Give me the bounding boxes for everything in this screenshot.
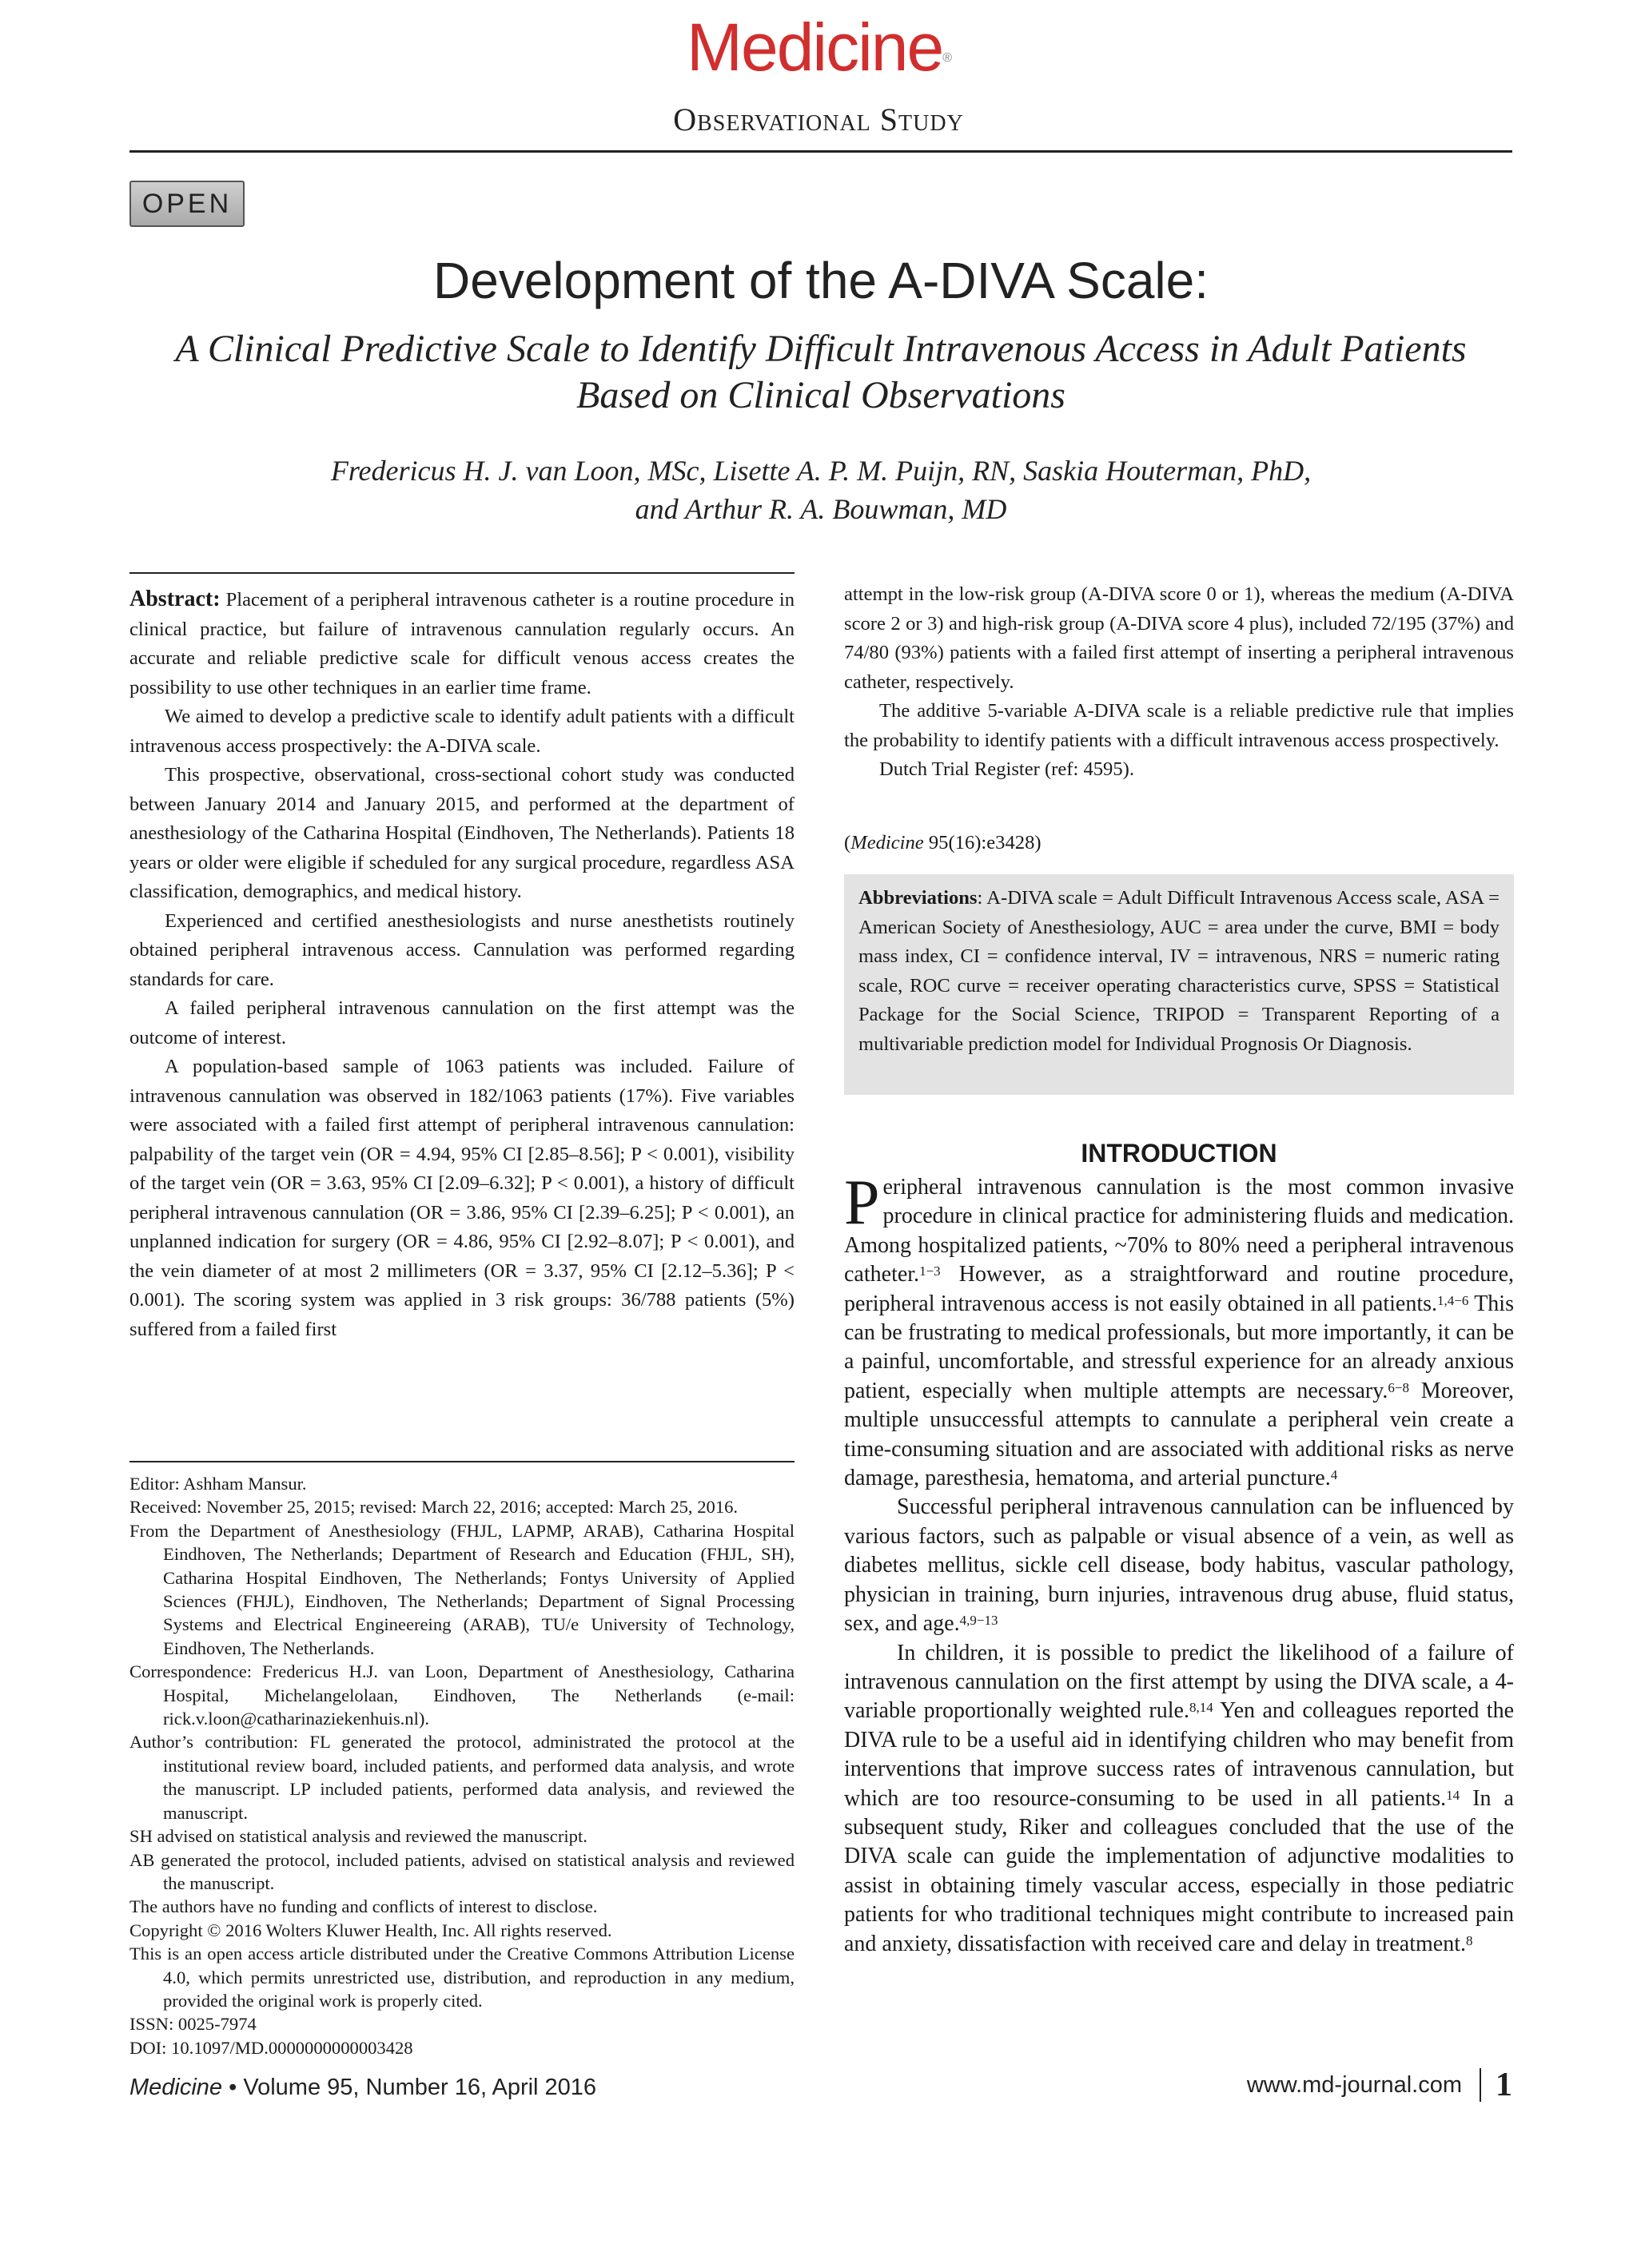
open-access-badge: OPEN [129,181,245,227]
intro-paragraph: Peripheral intravenous cannulation is the most common invasive procedure in clinical practice for administering fluids and medication. Among hospitalized patients, ~70% to 80% need a peripheral intravenous catheter.$^{1-3}$ However, as a straightforward and routine procedure, peripheral intravenous access is not easily obtained in all patients.$^{1,4-6}$ This can be frustrating to medical professionals, but more importantly, it can be a painful, uncomfortable, and stressful experience for an already anxious patient, especially when multiple attempts are necessary.$^{6-8}$ Moreover, multiple unsuccessful attempts to cannulate a peripheral vein create a time-consuming situation and are associated with additional risks as nerve damage, paresthesia, hematoma, and arterial puncture.$^4$ [844,1168,1515,1491]
article-subtitle: A Clinical Predictive Scale to Identify Difficult Intravenous Access in Adult Patients Based on Clinical Observations [175,328,1467,416]
received-dates: Received: November 25, 2015; revised: March 22, 2016; accepted: March 25, 2016. [129,1497,739,1518]
issn: ISSN: 0025-7974 [129,2014,257,2035]
author-contribution: Author’s contribution: FL generated the protocol, administrated the protocol at the institutional review board, included patients, and performed data analysis, and wrote the manuscript. LP included patients, performed data analysis, and reviewed the manuscript. [129,1732,795,1823]
abstract-paragraph: The additive 5-variable A-DIVA scale is a reliable predictive rule that implies the probability to identify patients with a difficult intravenous access prospectively. [844,700,1514,751]
funding-statement: The authors have no funding and conflicts of interest to disclose. [129,1896,598,1917]
abstract-right-column [844,580,1514,785]
footer-issue-info [129,2071,596,2103]
correspondence: Correspondence: Fredericus H.J. van Loon, Department of Anesthesiology, Catharina Hospital, Michelangelolaan, Eindhoven, The Netherlands (e-mail: rick.v.loon@catharinaziekenhuis.nl). [129,1661,795,1729]
abstract-rule [129,572,795,574]
footer-divider [1480,2068,1481,2102]
reference-mark: 1−3 [919,1263,941,1279]
abstract-paragraph: A population-based sample of 1063 patients was included. Failure of intravenous cannulation was observed in 182/1063 patients (17%). Five variables were associated with a failed first attempt of peripheral intravenous cannulation: palpability of the target vein (OR = 4.94, 95% CI [2.85–8.56]; P < 0.001), visibility of the target vein (OR = 3.63, 95% CI [2.09–6.32]; P < 0.001), a history of difficult peripheral intravenous cannulation (OR = 3.86, 95% CI [2.39–6.25]; P < 0.001), an unplanned indication for surgery (OR = 4.86, 95% CI [2.92–8.07]; P < 0.001), and the vein diameter of at most 2 millimeters (OR = 3.37, 95% CI [2.12–5.36]; P < 0.001). The scoring system was applied in 3 risk groups: 36/788 patients (5%) suffered from a failed first [129,1056,795,1340]
abbreviations-text: Abbreviations: A-DIVA scale = Adult Difficult Intravenous Access scale, ASA = American Society of Anesthesiology, AUC = area under the curve, BMI = body mass index, CI = confidence interval, IV = intravenous, NRS = numeric rating scale, ROC curve = receiver operating characteristics curve, SPSS = Statistical Package for the Social Science, TRIPOD = Transparent Reporting of a multivariable prediction model for Individual Prognosis Or Diagnosis. [858,887,1500,1055]
footer-right [1247,2067,1512,2103]
reference-mark: 4 [1330,1467,1338,1483]
author-contribution: AB generated the protocol, included patients, advised on statistical analysis and reviewed the manuscript. [129,1849,795,1893]
abstract-paragraph: attempt in the low-risk group (A-DIVA score 0 or 1), whereas the medium (A-DIVA score 2 or 3) and high-risk group (A-DIVA score 4 plus), included 72/195 (37%) and 74/80 (93%) patients with a failed first attempt of inserting a peripheral intravenous catheter, respectively. [844,583,1514,693]
footer-bullet: • [229,2075,237,2100]
authors-line-2: and Arthur R. A. Bouwman, MD [635,493,1007,525]
reference-mark: 8,14 [1189,1700,1213,1716]
introduction-body [844,1168,1515,1959]
author-list [129,452,1512,528]
article-notes [129,1472,795,2059]
article-title: Development of the A-DIVA Scale: [433,252,1209,309]
reference-mark: 8 [1465,1932,1473,1948]
reference-mark: 6−8 [1388,1379,1410,1395]
notes-rule [129,1461,795,1462]
footer-website: www.md-journal.com [1246,2072,1462,2098]
footer-issue: Volume 95, Number 16, April 2016 [243,2075,597,2100]
author-contribution: SH advised on statistical analysis and reviewed the manuscript. [129,1826,587,1847]
registered-mark: ® [942,51,950,65]
intro-paragraph: In children, it is possible to predict the likelihood of a failure of intravenous cannulation on the first attempt by using the DIVA scale, a 4-variable proportionally weighted rule.$^{8,14}$ Yen and colleagues reported the DIVA rule to be a useful aid in identifying children who may benefit from interventions that improve success rates of intravenous cannulation, but which are too resource-consuming to be used in all patients.$^{14}$ In a subsequent study, Riker and colleagues concluded that the use of the DIVA scale can guide the implementation of adjunctive modalities to assist in obtaining timely vascular access, especially in those pediatric patients for who traditional techniques might contribute to increased pain and anxiety, dissatisfaction with received care and delay in treatment.$^8$ [844,1640,1515,1956]
drop-cap: P [844,1168,880,1238]
abstract-paragraph: We aimed to develop a predictive scale to identify adult patients with a difficult intravenous access prospectively: the A-DIVA scale. [129,706,795,757]
abbreviations-box [844,874,1514,1095]
abstract-paragraph: Abstract: Placement of a peripheral intravenous catheter is a routine procedure in clinical practice, but failure of intravenous cannulation regularly occurs. An accurate and reliable predictive scale for difficult venous access creates the possibility to use other techniques in an earlier time frame. [129,587,795,698]
journal-citation: (Medicine 95(16):e3428) [844,832,1042,853]
page-number: 1 [1496,2067,1512,2103]
copyright: Copyright © 2016 Wolters Kluwer Health, Inc. All rights reserved. [129,1920,612,1940]
section-label: Observational Study [673,101,964,137]
intro-paragraph: Successful peripheral intravenous cannulation can be influenced by various factors, such as palpable or visual absence of a vein, as well as diabetes mellitus, sickle cell disease, body habitus, vascular pathology, physician in training, burn injuries, intravenous drug abuse, fluid status, sex, and age.$^{4,9-13}$ [844,1494,1514,1637]
abstract-paragraph: Experienced and certified anesthesiologists and nurse anesthetists routinely obtained peripheral intravenous access. Cannulation was performed regarding standards for care. [129,909,795,990]
abstract-paragraph: A failed peripheral intravenous cannulation on the first attempt was the outcome of interest. [129,997,795,1048]
license: This is an open access article distributed under the Creative Commons Attribution License 4.0, which permits unrestricted use, distribution, and reproduction in any medium, provided the original work is properly cited. [129,1944,795,2011]
abstract-paragraph: Dutch Trial Register (ref: 4595). [879,758,1134,780]
doi: DOI: 10.1097/MD.0000000000003428 [129,2037,413,2058]
footer-journal: Medicine [129,2075,223,2100]
header-rule [129,150,1512,153]
affiliations: From the Department of Anesthesiology (FHJL, LAPMP, ARAB), Catharina Hospital Eindhoven, The Netherlands; Department of Research and Education (FHJL, SH), Catharina Hospital Eindhoven, The Netherlands; Fontys University of Applied Sciences (FHJL), Eindhoven, The Netherlands; Department of Signal Processing Systems and Electrical Engineereing (ARAB), TU/e University of Technology, Eindhoven, The Netherlands. [129,1520,795,1658]
abstract-paragraph: This prospective, observational, cross-sectional cohort study was conducted between January 2014 and January 2015, and performed at the department of anesthesiology of the Catharina Hospital (Eindhoven, The Netherlands). Patients 18 years or older were eligible if scheduled for any surgical procedure, regardless ASA classification, demographics, and medical history. [129,764,795,902]
authors-line-1: Fredericus H. J. van Loon, MSc, Lisette A. P. M. Puijn, RN, Saskia Houterman, PhD, [330,455,1312,487]
abstract-label: Abstract: [129,587,221,611]
introduction-heading: INTRODUCTION [1081,1139,1277,1168]
editor-note: Editor: Ashham Mansur. [129,1474,307,1494]
abbreviations-label: Abbreviations [858,887,978,909]
journal-logo: Medicine® [687,10,950,85]
reference-mark: 4,9−13 [959,1613,998,1629]
reference-mark: 1,4−6 [1437,1292,1469,1308]
abstract-left-column [129,585,795,1344]
reference-mark: 14 [1446,1787,1460,1803]
